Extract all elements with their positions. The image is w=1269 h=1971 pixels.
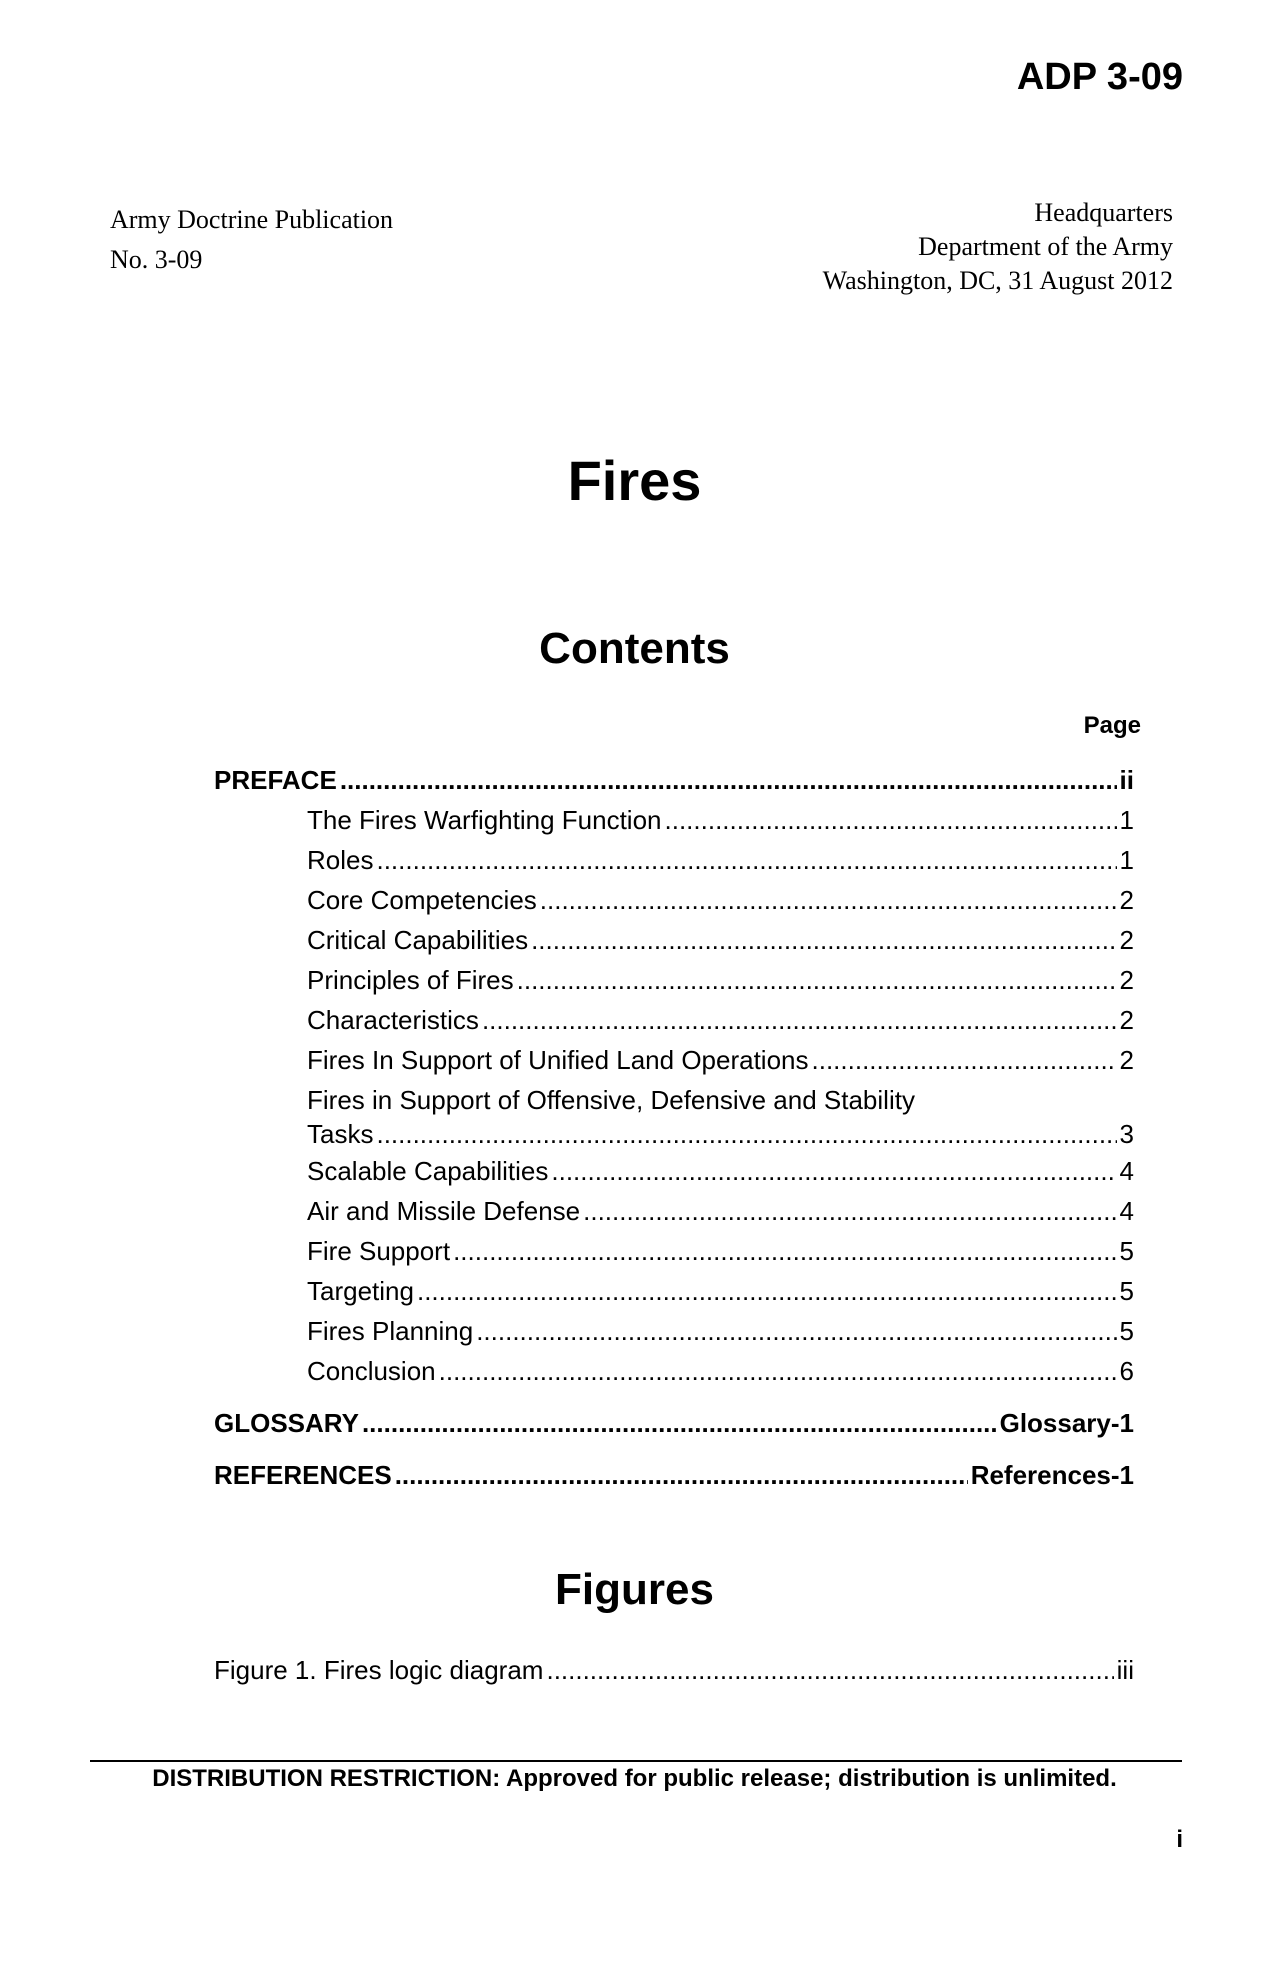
dot-leader	[376, 1117, 1116, 1151]
toc-entry-page: 5	[1119, 1316, 1134, 1346]
page-column-header: Page	[1083, 712, 1141, 739]
toc-entry-page: 2	[1119, 925, 1134, 955]
toc-entry-label: Principles of Fires	[307, 965, 514, 995]
toc-entry-page: 4	[1119, 1196, 1134, 1226]
dot-leader	[812, 1040, 1117, 1080]
toc-entry-label: Characteristics	[307, 1005, 479, 1035]
dot-leader	[531, 920, 1116, 960]
toc-entry-label: Fires in Support of Offensive, Defensive and Stability	[307, 1085, 915, 1115]
toc-entry[interactable]	[214, 1151, 1134, 1191]
dot-leader	[540, 880, 1117, 920]
toc-entry-label: REFERENCES	[214, 1460, 392, 1490]
toc-entry[interactable]	[214, 1271, 1134, 1311]
document-title: Fires	[567, 449, 702, 512]
publication-number: No. 3-09	[110, 245, 203, 274]
toc-entry-label: GLOSSARY	[214, 1408, 359, 1438]
publication-type: Army Doctrine Publication	[110, 205, 394, 234]
toc-entry-label: Fire Support	[307, 1236, 451, 1266]
dot-leader	[517, 960, 1117, 1000]
toc-entry[interactable]	[214, 920, 1134, 960]
dot-leader	[546, 1650, 1113, 1690]
dot-leader	[482, 1000, 1117, 1040]
toc-entry-preface[interactable]	[214, 760, 1134, 800]
figures-heading: Figures	[555, 1565, 714, 1614]
dot-leader	[551, 1151, 1116, 1191]
toc-entry-page: 5	[1119, 1236, 1134, 1266]
toc-entry-page: Glossary-1	[999, 1408, 1134, 1438]
toc-entry-page: 3	[1119, 1119, 1134, 1149]
toc-entry-references[interactable]	[214, 1455, 1134, 1495]
distribution-restriction: DISTRIBUTION RESTRICTION: Approved for public release; distribution is unlimited.	[152, 1765, 1117, 1792]
toc-entry-page: ii	[1119, 765, 1134, 795]
toc-entry-label: Critical Capabilities	[307, 925, 529, 955]
dot-leader	[362, 1403, 997, 1443]
toc-entry-label: Roles	[307, 845, 374, 875]
toc-entry-page: 2	[1119, 1045, 1134, 1075]
figure-entry-label: Figure 1. Fires logic diagram	[214, 1655, 544, 1685]
figure-entry-page: iii	[1116, 1655, 1134, 1685]
page-number: i	[1176, 1826, 1183, 1853]
toc-entry[interactable]	[214, 1311, 1134, 1351]
dot-leader	[476, 1311, 1116, 1351]
toc-entry-label: Targeting	[307, 1276, 414, 1306]
toc-entry[interactable]	[214, 1040, 1134, 1080]
toc-entry-page: 5	[1119, 1276, 1134, 1306]
headquarters-label: Headquarters	[1034, 198, 1173, 227]
toc-entry-page: References-1	[970, 1460, 1134, 1490]
toc-entry-label: Fires Planning	[307, 1316, 474, 1346]
dot-leader	[453, 1231, 1116, 1271]
toc-entry-label: Fires In Support of Unified Land Operations	[307, 1045, 809, 1075]
dot-leader	[583, 1191, 1116, 1231]
toc-entry-label: PREFACE	[214, 765, 337, 795]
dot-leader	[340, 760, 1117, 800]
figure-list-entry[interactable]	[214, 1650, 1134, 1690]
toc-entry[interactable]	[214, 840, 1134, 880]
toc-entry-label: The Fires Warfighting Function	[307, 805, 662, 835]
dot-leader	[439, 1351, 1117, 1391]
document-id: ADP 3-09	[1016, 56, 1183, 98]
toc-entry-label: Conclusion	[307, 1356, 436, 1386]
location-date: Washington, DC, 31 August 2012	[822, 266, 1173, 295]
toc-entry[interactable]	[214, 1191, 1134, 1231]
toc-entry-page: 1	[1119, 805, 1134, 835]
toc-entry[interactable]	[214, 1351, 1134, 1391]
toc-entry-page: 6	[1119, 1356, 1134, 1386]
toc-entry-glossary[interactable]	[214, 1403, 1134, 1443]
toc-entry-continuation	[307, 1117, 1134, 1151]
toc-entry[interactable]	[214, 1080, 1134, 1151]
publication-info	[110, 200, 393, 280]
toc-entry[interactable]	[214, 1231, 1134, 1271]
toc-entry[interactable]	[214, 1000, 1134, 1040]
toc-entry[interactable]	[214, 800, 1134, 840]
toc-entry-page: 2	[1119, 1005, 1134, 1035]
dot-leader	[665, 800, 1117, 840]
toc-entry-page: 2	[1119, 965, 1134, 995]
contents-heading: Contents	[539, 624, 730, 673]
toc-entry-page: 4	[1119, 1156, 1134, 1186]
toc-entry-label: Scalable Capabilities	[307, 1156, 549, 1186]
toc-entry-page: 1	[1119, 845, 1134, 875]
dot-leader	[417, 1271, 1117, 1311]
toc-entry-label-continued: Tasks	[307, 1119, 374, 1149]
toc-entry-page: 2	[1119, 885, 1134, 915]
table-of-contents	[214, 760, 1134, 1495]
dot-leader	[395, 1455, 968, 1495]
dot-leader	[376, 840, 1116, 880]
department-label: Department of the Army	[918, 232, 1173, 261]
toc-entry[interactable]	[214, 960, 1134, 1000]
headquarters-info	[823, 196, 1173, 298]
toc-entry-label: Air and Missile Defense	[307, 1196, 581, 1226]
toc-entry[interactable]	[214, 880, 1134, 920]
toc-entry-label: Core Competencies	[307, 885, 537, 915]
